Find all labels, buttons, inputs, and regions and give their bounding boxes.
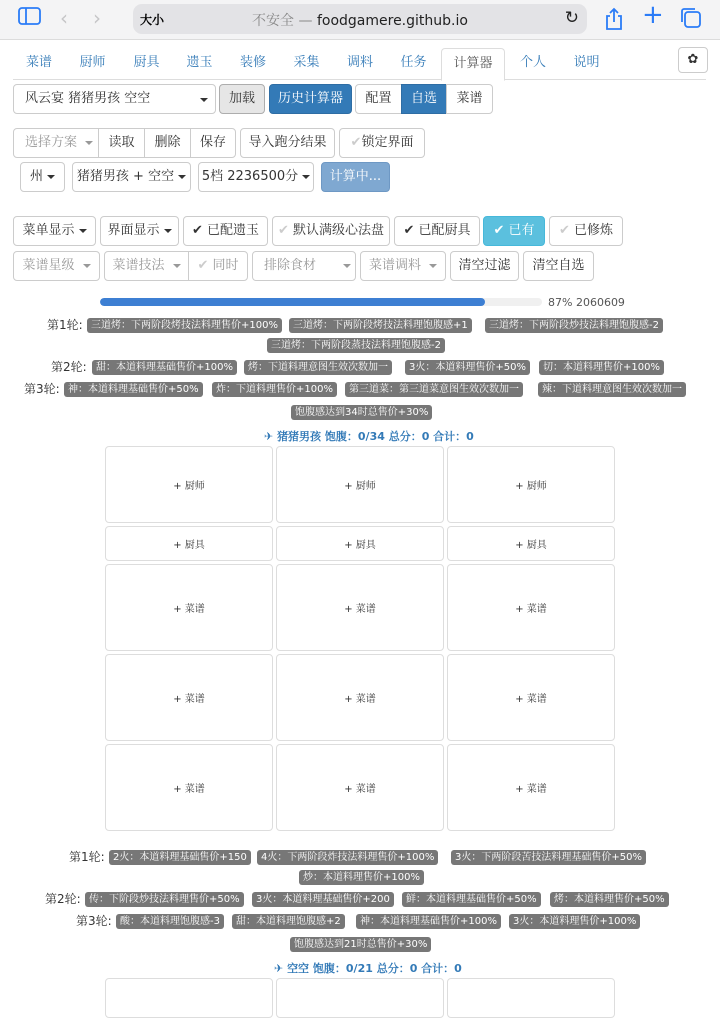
recipe-slot[interactable]: + 菜谱 [276,564,444,651]
rule-label: 炒：本道料理售价+100% [299,870,424,885]
recipe-skill-label: 菜谱技法 [112,258,165,273]
recipe-star-select[interactable] [13,251,100,281]
plan-select[interactable] [13,128,99,158]
guest-1-summary [264,428,474,444]
self-select-button[interactable]: 自选 [401,84,447,114]
rule-label: 炸：下道料理售价+100% [212,382,337,397]
rocket-icon: ✈ [264,430,274,443]
reload-icon[interactable]: ↻ [564,8,579,28]
guests-select[interactable] [72,162,191,192]
ui-display-dropdown[interactable] [100,216,179,246]
recipe-slot[interactable]: + 菜谱 [276,654,444,741]
recipe-seasoning-label: 菜谱调料 [368,258,421,273]
chef-slot[interactable] [447,978,615,1018]
new-tab-icon[interactable]: + [642,0,664,30]
lock-ui-button[interactable] [339,128,425,158]
recipe-slot[interactable]: + 菜谱 [447,654,615,741]
rule-label: 辣：下道料理意图生效次数加一 [538,382,686,397]
progress-text: 87% 2060609 [548,296,625,309]
grade-value: 5档 2236500分 [201,169,299,184]
round-1-label: 第1轮: [69,850,105,864]
recipe-slot[interactable]: + 菜谱 [276,744,444,831]
recipe-slot[interactable]: + 菜谱 [105,654,273,741]
equipment-slot[interactable]: + 厨具 [105,526,273,561]
main-tabs [13,48,706,80]
default-full-level-label: 默认满级心法盘 [293,223,385,238]
round-1-label: 第1轮: [47,318,83,332]
browser-toolbar [0,0,720,40]
check-icon: ✔ [197,258,209,273]
check-icon: ✔ [277,223,289,238]
plan-select-label: 选择方案 [25,135,78,150]
forward-icon[interactable]: › [93,6,101,30]
chevron-down-icon [429,264,437,268]
default-full-level-toggle[interactable] [272,216,390,246]
rule-label: 第三道菜：第三道菜意图生效次数加一 [345,382,523,397]
chevron-down-icon [47,175,55,179]
rule-label: 三道烤：下两阶段炒技法料理饱腹感-2 [485,318,663,333]
recipe-slot[interactable]: + 菜谱 [105,564,273,651]
chevron-down-icon [302,175,310,179]
tab-recipes[interactable]: 菜谱 [25,55,52,70]
import-results-button[interactable]: 导入跑分结果 [240,128,335,158]
final-rule-label: 饱腹感达到21时总售价+30% [290,937,431,952]
final-rule-label: 饱腹感达到34时总售价+30% [291,405,432,420]
lock-ui-label: 锁定界面 [361,135,414,150]
url-text [133,10,587,30]
round-3-label: 第3轮: [76,914,112,928]
tabs-icon[interactable] [680,7,702,33]
tab-seasoning[interactable]: 调料 [346,55,373,70]
region-value: 州 [29,169,43,184]
recipe-slot[interactable]: + 菜谱 [447,744,615,831]
tab-decoration[interactable]: 装修 [239,55,266,70]
rule-label: 甜：本道料理基础售价+100% [92,360,237,375]
grade-select[interactable] [198,162,314,192]
rule-label: 酸：本道料理饱腹感-3 [116,914,224,929]
share-icon[interactable] [604,7,624,35]
sidebar-icon[interactable] [18,7,41,29]
check-icon: ✔ [493,223,505,238]
clear-self-select-button[interactable]: 清空自选 [523,251,594,281]
guest-2-summary-text: 空空 饱腹：0/21 总分：0 合计：0 [287,962,462,975]
guests-value: 猪猪男孩 + 空空 [76,169,175,184]
back-icon[interactable]: ‹ [60,6,68,30]
insecure-label: 不安全 — [252,13,313,29]
gear-icon: ✿ [687,52,699,67]
delete-button[interactable]: 删除 [144,128,191,158]
region-select[interactable] [20,162,65,192]
chevron-down-icon [343,264,351,268]
trained-toggle[interactable] [549,216,623,246]
rule-label: 三道烤：下两阶段烤技法料理饱腹感+1 [289,318,472,333]
rule-label: 三道烤：下两阶段蒸技法料理饱腹感-2 [267,338,445,353]
equipment-slot[interactable]: + 厨具 [447,526,615,561]
chevron-down-icon [173,264,181,268]
rule-label: 三道烤：下两阶段烤技法料理售价+100% [87,318,282,333]
chef-slot[interactable]: + 厨师 [105,446,273,523]
tab-jade[interactable]: 遗玉 [186,55,213,70]
settings-button[interactable] [678,47,708,73]
trained-label: 已修炼 [574,223,614,238]
chef-slot[interactable]: + 厨师 [276,446,444,523]
rule-label: 甜：本道料理饱腹感+2 [232,914,345,929]
rule-label: 4火：下两阶段炸技法料理售价+100% [257,850,438,865]
config-button[interactable]: 配置 [355,84,402,114]
rule-label: 神：本道料理基础售价+100% [356,914,501,929]
exclude-ingredients-select[interactable] [252,251,356,281]
guest-1-summary-text: 猪猪男孩 饱腹：0/34 总分：0 合计：0 [277,430,474,443]
rule-label: 3火：本道料理售价+50% [405,360,530,375]
rocket-icon: ✈ [274,962,284,975]
banquet-select-value: 风云宴 猪猪男孩 空空 [25,91,151,106]
history-calculator-button[interactable]: 历史计算器 [269,84,352,114]
chevron-down-icon [178,175,186,179]
rule-label: 鲜：本道料理基础售价+50% [402,892,541,907]
equipped-jade-label: 已配遗玉 [207,223,260,238]
text-size-button[interactable]: 大小 [140,13,165,27]
menu-display-dropdown[interactable] [13,216,96,246]
tab-calculator[interactable]: 计算器 [441,48,505,81]
calculating-button[interactable]: 计算中... [321,162,390,192]
tab-equipment[interactable]: 厨具 [133,55,160,70]
equipped-tools-label: 已配厨具 [418,223,471,238]
read-button[interactable]: 读取 [98,128,145,158]
chef-slot[interactable] [276,978,444,1018]
tab-help[interactable]: 说明 [573,55,600,70]
exclude-ingredients-label: 排除食材 [264,258,317,273]
check-icon: ✔ [403,223,415,238]
banquet-select[interactable] [13,84,216,114]
guest-2-summary [274,960,462,976]
rule-label: 3火：本道料理售价+100% [509,914,640,929]
load-button[interactable]: 加载 [219,84,265,114]
rule-label: 烤：下道料理意图生效次数加一 [244,360,392,375]
chevron-down-icon [79,229,87,233]
round-2-label: 第2轮: [51,360,87,374]
check-icon: ✔ [558,223,570,238]
rule-label: 3火：本道料理基础售价+200 [252,892,394,907]
tab-tasks[interactable]: 任务 [400,55,427,70]
equipped-tools-toggle[interactable] [394,216,480,246]
recipe-star-label: 菜谱星级 [22,258,75,273]
chef-slot[interactable] [105,978,273,1018]
recipe-skill-select[interactable] [104,251,189,281]
calculation-progress [100,298,542,306]
chevron-down-icon [85,141,93,145]
domain-label: foodgamere.github.io [316,13,468,29]
progress-fill [100,298,485,306]
clear-filter-button[interactable]: 清空过滤 [450,251,519,281]
tab-personal[interactable]: 个人 [519,55,546,70]
simultaneous-toggle[interactable] [188,251,248,281]
chevron-down-icon [83,264,91,268]
recipe-slot[interactable]: + 菜谱 [105,744,273,831]
rule-label: 神：本道料理基础售价+50% [64,382,203,397]
check-icon: ✔ [350,135,362,150]
chef-slot[interactable]: + 厨师 [447,446,615,523]
round-2-label: 第2轮: [45,892,81,906]
save-button[interactable]: 保存 [190,128,236,158]
recipe-seasoning-select[interactable] [360,251,446,281]
tab-gathering[interactable]: 采集 [293,55,320,70]
menu-display-label: 菜单显示 [22,223,75,238]
recipe-slot[interactable]: + 菜谱 [447,564,615,651]
rule-label: 切：本道料理售价+100% [539,360,664,375]
rule-label: 2火：本道料理基础售价+150 [109,850,251,865]
chevron-down-icon [164,229,172,233]
owned-toggle[interactable] [483,216,545,246]
owned-label: 已有 [508,223,535,238]
equipment-slot[interactable]: + 厨具 [276,526,444,561]
round-3-label: 第3轮: [24,382,60,396]
check-icon: ✔ [191,223,203,238]
rule-label: 烤：本道料理售价+50% [550,892,669,907]
recipe-button[interactable]: 菜谱 [446,84,493,114]
rule-label: 3火：下两阶段苦技法料理基础售价+50% [451,850,646,865]
rule-label: 传：下阶段炒技法料理售价+50% [85,892,244,907]
simultaneous-label: 同时 [212,258,239,273]
address-bar[interactable] [133,4,587,34]
ui-display-label: 界面显示 [107,223,160,238]
tab-chefs[interactable]: 厨师 [79,55,106,70]
equipped-jade-toggle[interactable] [183,216,268,246]
chevron-down-icon [200,98,208,102]
